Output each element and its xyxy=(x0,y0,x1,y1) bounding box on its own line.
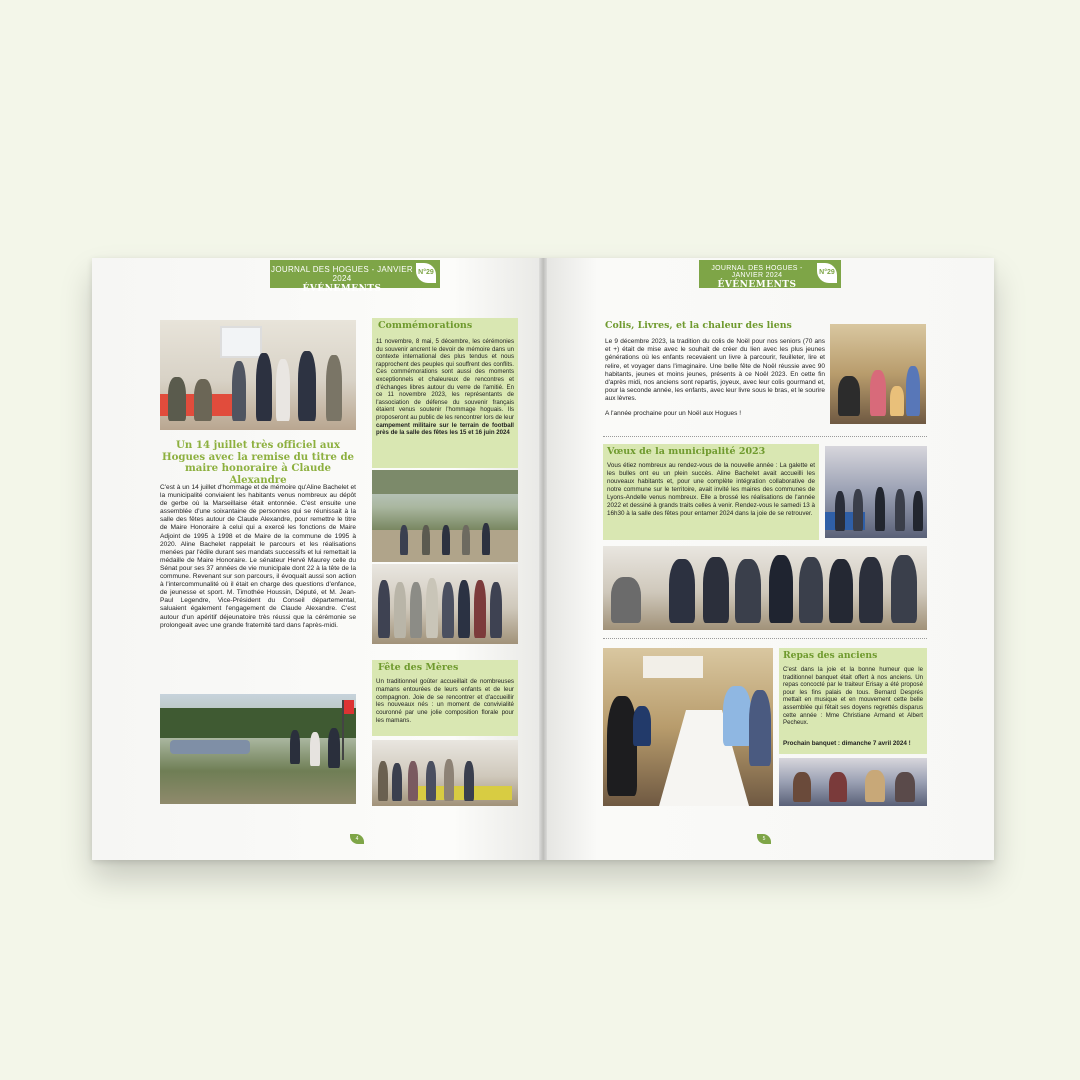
fete-meres-body: Un traditionnel goûter accueillait de nombreuses mamans entourées de leurs enfants et de leur compagnon. Joie de se rencontrer et d'accueillir les nouveaux nés : un moment de convivialité couronné par une jolie composition florale pour les mamans. xyxy=(376,678,514,724)
photo-banquet-guests xyxy=(779,758,927,806)
commemorations-bold: campement militaire sur le terrain de football près de la salle des fêtes les 15 et 16 juin 2024 xyxy=(376,421,514,437)
photo-memorial-gathering xyxy=(372,470,518,562)
repas-title: Repas des anciens xyxy=(783,650,878,661)
photo-wreath-laying xyxy=(160,694,356,804)
fete-meres-title: Fête des Mères xyxy=(378,662,459,673)
photo-mayors-group xyxy=(603,546,927,630)
repas-body: C'est dans la joie et la bonne humeur que le traditionnel banquet était offert à nos anciens. Un repas concocté par le traiteur Erisay a été proposé pour les fins palais de tous. Bernard Després mettait en musique et en mouvement cette belle assemblée qui fêtait ses doyens regrettés disparus cette année : Mme Christiane Armand et Albert Pecheux. xyxy=(783,666,923,727)
main-article-body: C'est à un 14 juillet d'hommage et de mémoire qu'Aline Bachelet et la municipalité conviaient les habitants venus nombreux au dépôt de gerbe où la Marseillaise était entonnée. C'est ensuite une assemblée d'une soixantaine de personnes qui se réunissait à la salle des fêtes autour de Claude Alexandre, pour remettre le titre de Maire Honoraire à celui qui a exercé les fonctions de Maire Adjoint de 1995 à 1998 et de Maire de la commune de 1995 à 2020. Aline Bachelet rappelait le parcours et les réalisations menées par l'édile durant ses mandats successifs et lui remettait la médaille de Maire Honoraire. Le sénateur Hervé Maurey celle du Sénat pour ses 37 années de vie municipale dont 22 à la tête de la commune. Revenant sur son parcours, il évoquait aussi son action à l'intercommunalité où il était en charge des questions d'enfance, de jeunesse et sport. M. Timothée Houssin, Député, et M. Jean-Paul Legendre, Vice-Président du Conseil départemental, saluaient également l'engagement de Claude Alexandre. C'est autour d'un apéritif déjeunatoire très réussi que la cérémonie se prolongeait avec une grande fraternité tard dans l'après-midi. xyxy=(160,484,356,629)
right-page xyxy=(543,258,994,860)
spine xyxy=(539,258,547,860)
magazine-spread xyxy=(92,258,994,860)
photo-banquet-table xyxy=(603,648,773,806)
repas-box xyxy=(779,648,927,754)
left-page xyxy=(92,258,543,860)
photo-voeux-hall xyxy=(825,446,927,538)
photo-ceremony-indoor xyxy=(160,320,356,430)
page-number-right: 5 xyxy=(757,834,771,844)
section-title: ÉVÉNEMENTS xyxy=(717,280,797,290)
page-header xyxy=(270,260,440,294)
divider xyxy=(603,436,927,437)
photo-mothers-day xyxy=(372,740,518,806)
colis-title: Colis, Livres, et la chaleur des liens xyxy=(605,320,792,331)
issue-leaf-badge: N°29 xyxy=(416,263,436,283)
commemorations-text: 11 novembre, 8 mai, 5 décembre, les cérémonies du souvenir ancrent le devoir de mémoire dans un contexte international des plus tendus et nous rapprochent des peuples qui souffrent des conflits. Ces commémorations sont aussi des moments exceptionnels et chaleureux de rencontres et d'échanges libres autour du verre de l'amitié. En ce 11 novembre 2023, les représentants de l'association de défense du souvenir français étaient venus soutenir l'hommage hoguais. Ils proposeront au public de les rencontrer lors de leur xyxy=(376,338,514,421)
commemorations-box xyxy=(372,318,518,468)
voeux-title: Vœux de la municipalité 2023 xyxy=(607,446,766,457)
repas-next-banquet: Prochain banquet : dimanche 7 avril 2024 ! xyxy=(783,740,911,747)
commemorations-title: Commémorations xyxy=(378,320,473,331)
main-article-title: Un 14 juillet très officiel aux Hogues avec la remise du titre de maire honoraire à Claude Alexandre xyxy=(161,439,355,486)
section-title: ÉVÉNEMENTS xyxy=(302,284,382,294)
voeux-body: Vous étiez nombreux au rendez-vous de la nouvelle année : La galette et les bulles ont eu un plein succès. Aline Bachelet avait accueilli les nouveaux habitants et, pour une complète intégration collaborative de notre commune sur le territoire, avait invité les maires des communes de Lyons-Andelle venus nombreux. Elle a brossé les réalisations de l'année 2022 et dessiné à grands traits celles à venir. Rendez-vous le samedi 13 à 16h30 à la salle des fêtes pour entamer 2024 dans la joie de se retrouver. xyxy=(607,462,815,517)
journal-title: JOURNAL DES HOGUES - JANVIER 2024 xyxy=(711,265,803,279)
commemorations-body xyxy=(376,338,514,437)
divider xyxy=(603,638,927,639)
voeux-box xyxy=(603,444,819,540)
issue-leaf-badge: N°29 xyxy=(817,263,837,283)
journal-title: JOURNAL DES HOGUES - JANVIER 2024 xyxy=(271,265,413,283)
page-header xyxy=(699,260,841,288)
colis-closing: A l'année prochaine pour un Noël aux Hogues ! xyxy=(605,410,742,417)
colis-body: Le 9 décembre 2023, la tradition du colis de Noël pour nos seniors (70 ans et +) était de mise avec le souhait de créer du lien avec les plus jeunes générations où les enfants recevaient un livre à parcourir, feuilleter, lire et relire, et voyager dans l'imaginaire. Une belle fête de Noël réussie avec 90 habitants, jeunes et moins jeunes, présents à ce Noël 2023. En cette fin d'après midi, nos anciens sont repartis, joyeux, avec leur colis gourmand et, pour la seconde année, les enfants, avec leur livre sous le bras, et le sourire aux lèvres. xyxy=(605,338,825,403)
page-number-left: 4 xyxy=(350,834,364,844)
photo-veterans-group xyxy=(372,564,518,644)
fete-meres-box xyxy=(372,660,518,736)
photo-children-christmas xyxy=(830,324,926,424)
